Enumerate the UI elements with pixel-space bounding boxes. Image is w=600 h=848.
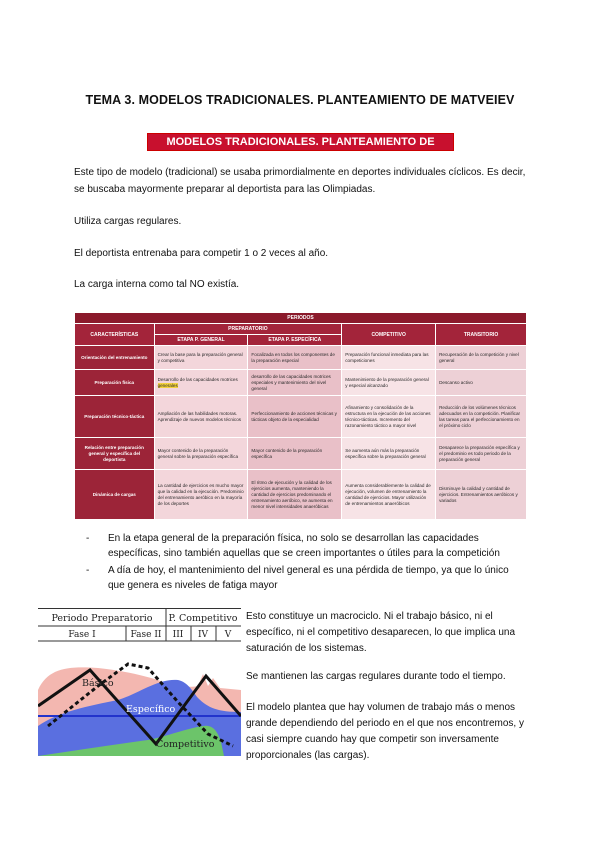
bullet-dash: - <box>86 533 90 544</box>
figure-label-fase-ii: Fase II <box>130 630 162 640</box>
section-heading: MODELOS TRADICIONALES. PLANTEAMIENTO DE MATVEIEV <box>147 133 454 151</box>
highlighted-text: generales <box>157 382 178 388</box>
figure-label-basico: Básico <box>82 678 114 689</box>
table-cell: Reducción de los volúmenes técnicos adecuados en la competición. Planificar las tareas para el perfeccionamiento en el próximo ciclo <box>436 396 527 438</box>
table-row-label: Preparación física <box>75 370 155 396</box>
table-header-etapa-general: ETAPA P. GENERAL <box>154 335 248 346</box>
table-cell: Afinamiento y consolidación de la estructura en la ejecución de las acciones técnico-tácticas. Incremento del razonamiento táctico a mayor nivel <box>342 396 436 438</box>
table-cell <box>154 370 248 396</box>
figure-label-fase-i: Fase I <box>68 630 96 640</box>
table-cell: Preparación funcional inmediata para las competiciones <box>342 346 436 370</box>
figure-label-iii: III <box>172 630 184 640</box>
page-title: TEMA 3. MODELOS TRADICIONALES. PLANTEAMIENTO DE MATVEIEV <box>85 93 515 107</box>
figure-label-especifico: Específico <box>126 704 176 715</box>
table-cell: Desaparece la preparación específica y el predominio es todo periodo de la preparación general <box>436 438 527 470</box>
periodization-table <box>74 312 527 520</box>
table-row-label: Orientación del entrenamiento <box>75 346 155 370</box>
figure-label-competitivo: Competitivo <box>156 739 215 750</box>
table-cell-text: Desarrollo de las capacidades motrices <box>157 376 238 382</box>
table-cell: desarrollo de las capacidades motrices especiales y mantenimiento del nivel general <box>248 370 342 396</box>
bullet-item <box>86 563 526 595</box>
paragraph-competir: El deportista entrenaba para competir 1 o 2 veces al año. <box>74 248 329 259</box>
bullet-text: En la etapa general de la preparación física, no solo se desarrollan las capacidades específicas, sino también aquellas que se creen importantes o útiles para la competición <box>108 533 500 559</box>
table-cell: Descanso activo <box>436 370 527 396</box>
table-cell: Recuperación de la competición y nivel general <box>436 346 527 370</box>
bullet-text: A día de hoy, el mantenimiento del nivel general es una pérdida de tiempo, ya que lo único que genera es niveles de fatiga mayor <box>108 565 509 591</box>
periodization-figure <box>38 608 241 756</box>
bullet-dash: - <box>86 565 90 576</box>
table-header-etapa-especifica: ETAPA P. ESPECÍFICA <box>248 335 342 346</box>
table-cell: Mayor contenido de la preparación general sobre la preparación específica <box>154 438 248 470</box>
table-cell: El ritmo de ejecución y la calidad de los ejercicios aumenta, manteniendo la cantidad de ejercicios predominando el entrenamiento aeróbico, se aumenta en menor nivel intensidades anaeróbicas <box>248 470 342 520</box>
table-header-competitivo: COMPETITIVO <box>342 324 436 346</box>
table-cell: Crear la base para la preparación general y competitiva <box>154 346 248 370</box>
table-header-caracteristicas: CARACTERÍSTICAS <box>75 324 155 346</box>
figure-label-iv: IV <box>197 630 209 640</box>
table-header-transitorio: TRANSITORIO <box>436 324 527 346</box>
table-row-label: Relación entre preparación general y específica del deportista <box>75 438 155 470</box>
table-cell: Perfeccionamiento de acciones técnicas y tácticas objeto de la especialidad <box>248 396 342 438</box>
paragraph-macrociclo: Esto constituye un macrociclo. Ni el trabajo básico, ni el específico, ni el competitivo desaparecen, lo que implica una saturación de los sistemas. <box>246 611 516 654</box>
figure-label-v: V <box>224 630 232 640</box>
paragraph-modelo: El modelo plantea que hay volumen de trabajo más o menos grande dependiendo del periodo en el que nos encontremos, y casi siempre cuando hay que competir son inversamente proporcionales (las cargas). <box>246 702 524 761</box>
table-cell: Aumenta considerablemente la calidad de ejecución, volumen de entrenamiento la cantidad de ejercicios. Mayor utilización de entrenamientos anaeróbicos <box>342 470 436 520</box>
table-cell: Focalizada en todos los componentes de la preparación especial <box>248 346 342 370</box>
paragraph-cargas-regulares: Se mantienen las cargas regulares durante todo el tiempo. <box>246 671 506 682</box>
table-cell: La cantidad de ejercicios es mucho mayor que la calidad en la ejecución. Predominio del entrenamiento aeróbico en la mayoría de los deportes <box>154 470 248 520</box>
paragraph-carga-interna: La carga interna como tal NO existía. <box>74 279 240 290</box>
table-header-preparatorio: PREPARATORIO <box>154 324 342 335</box>
table-row-label: Preparación técnico-táctica <box>75 396 155 438</box>
table-header-periodos: PERIODOS <box>75 313 527 324</box>
table-cell: Se aumenta aún más la preparación específica sobre la preparación general <box>342 438 436 470</box>
figure-label-p-competitivo: P. Competitivo <box>168 613 238 624</box>
table-cell: Ampliación de las habilidades motoras. Aprendizaje de nuevos modelos técnicos <box>154 396 248 438</box>
figure-label-periodo-preparatorio: Periodo Preparatorio <box>51 613 153 624</box>
table-cell: Mantenimiento de la preparación general y especial alcanzado <box>342 370 436 396</box>
table-cell: Disminuye la calidad y cantidad de ejercicios. Entrenamientos aeróbicos y variados <box>436 470 527 520</box>
table-cell: Mayor contenido de la preparación específica <box>248 438 342 470</box>
paragraph-intro: Este tipo de modelo (tradicional) se usaba primordialmente en deportes individuales cíclicos. Es decir, se buscaba mayormente preparar al deportista para las Olimpiadas. <box>74 167 526 195</box>
paragraph-cargas: Utiliza cargas regulares. <box>74 216 182 227</box>
table-row-label: Dinámica de cargas <box>75 470 155 520</box>
bullet-item <box>86 531 526 563</box>
